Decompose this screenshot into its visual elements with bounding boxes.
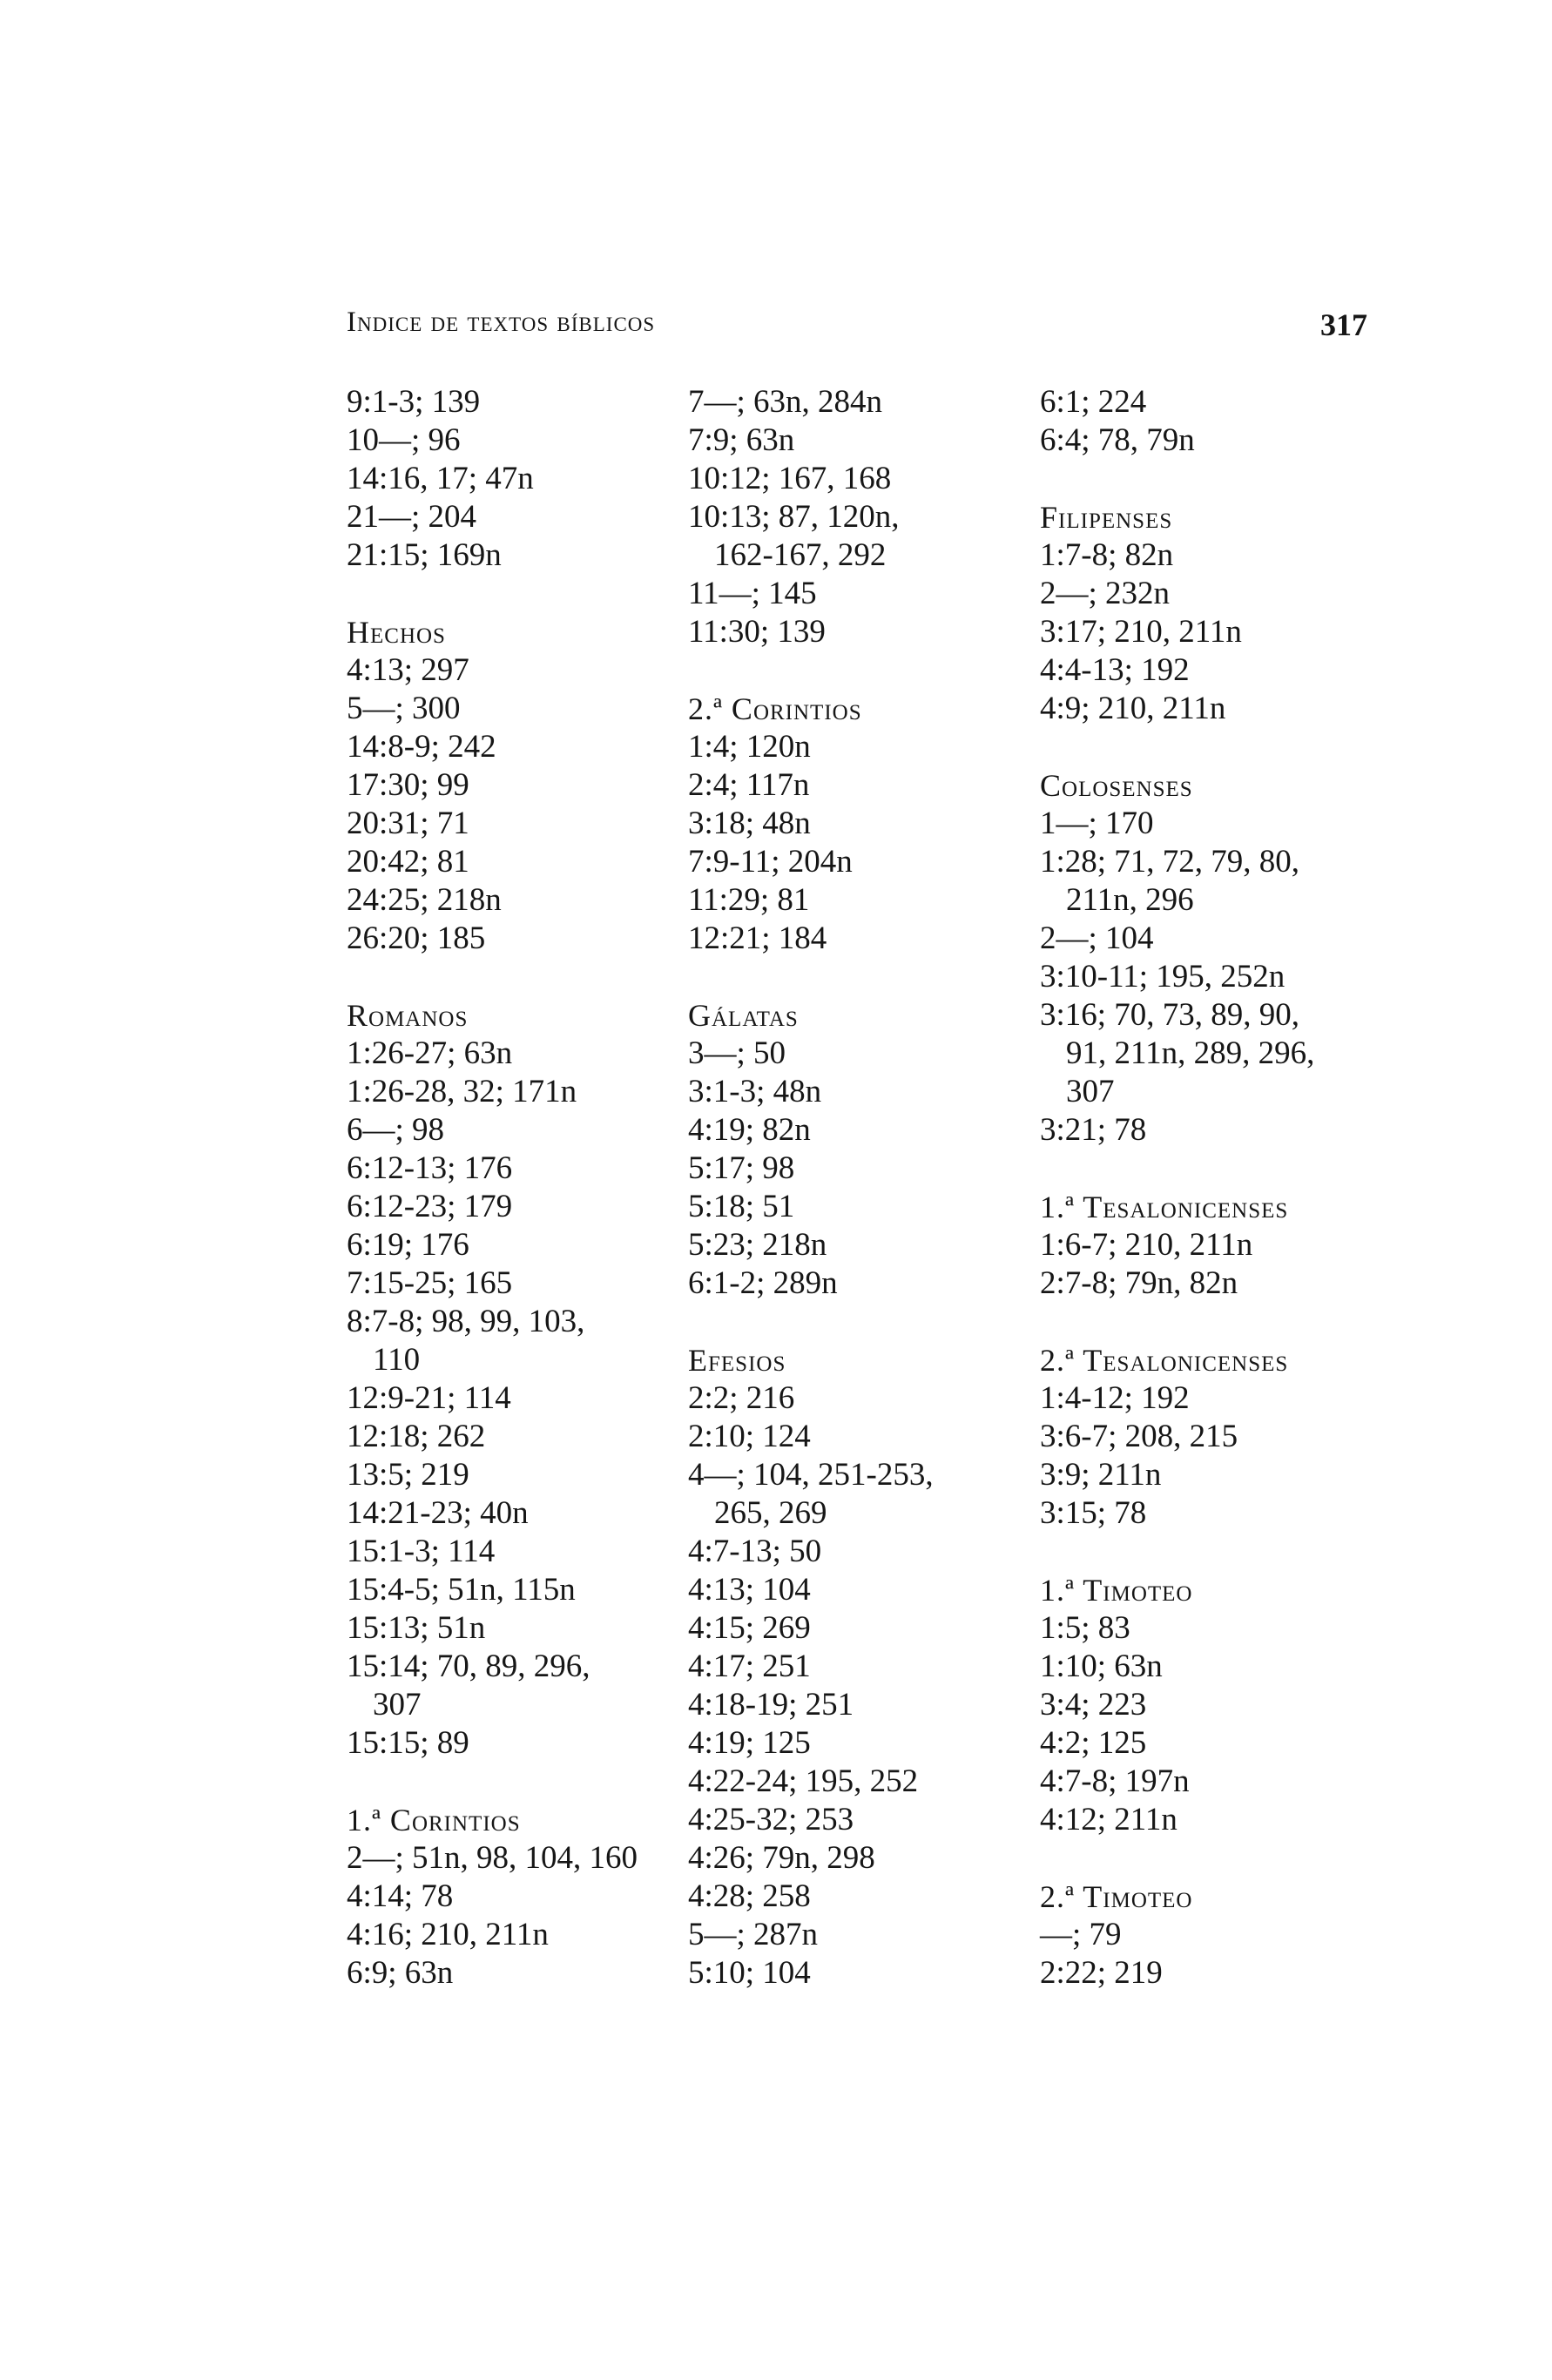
blank-line: [1040, 460, 1388, 498]
index-column-1: [347, 383, 695, 1992]
index-entry: 15:15; 89: [347, 1725, 469, 1761]
index-entry: 9:1-3; 139: [347, 384, 481, 420]
section-heading: 2.ª Timoteo: [1040, 1879, 1193, 1914]
index-entry: 5—; 287n: [688, 1917, 819, 1952]
index-entry: 2:4; 117n: [688, 767, 810, 803]
index-entry: 4:14; 78: [347, 1878, 454, 1914]
index-entry: 14:21-23; 40n: [347, 1495, 529, 1531]
index-entry: 1:10; 63n: [1040, 1648, 1163, 1684]
index-entry: 11:30; 139: [688, 614, 826, 650]
index-entry: 26:20; 185: [347, 920, 486, 956]
section-heading: Gálatas: [688, 998, 799, 1033]
index-entry: 4:7-8; 197n: [1040, 1763, 1190, 1799]
index-entry-continuation: 265, 269: [714, 1495, 827, 1531]
index-entry: 1—; 170: [1040, 806, 1154, 841]
page-header: [347, 307, 1367, 345]
index-entry: 2—; 104: [1040, 920, 1154, 956]
index-entry: 20:42; 81: [347, 844, 469, 880]
index-entry: 7:15-25; 165: [347, 1265, 513, 1301]
index-entry: 6:19; 176: [347, 1227, 469, 1263]
index-entry: 10:13; 87, 120n,: [688, 499, 900, 535]
index-entry: 1:26-27; 63n: [347, 1035, 513, 1071]
index-entry: 4:19; 125: [688, 1725, 811, 1761]
index-entry: 4:25-32; 253: [688, 1802, 854, 1837]
index-entry: 4:2; 125: [1040, 1725, 1147, 1761]
index-entry: 6:9; 63n: [347, 1955, 454, 1991]
index-entry: 3:9; 211n: [1040, 1457, 1162, 1493]
index-entry: 17:30; 99: [347, 767, 469, 803]
index-entry: 6:1-2; 289n: [688, 1265, 838, 1301]
index-entry: 10—; 96: [347, 422, 461, 458]
index-entry-continuation: 307: [373, 1687, 422, 1723]
blank-line: [1040, 1533, 1388, 1571]
index-entry: 7—; 63n, 284n: [688, 384, 883, 420]
index-entry: 1:28; 71, 72, 79, 80,: [1040, 844, 1300, 880]
index-entry: 3:18; 48n: [688, 806, 811, 841]
index-entry: 4:15; 269: [688, 1610, 811, 1646]
index-entry-continuation: 110: [373, 1342, 421, 1378]
index-entry: 7:9; 63n: [688, 422, 795, 458]
index-entry: 2—; 232n: [1040, 576, 1171, 611]
index-entry: 3:17; 210, 211n: [1040, 614, 1242, 650]
index-entry: 4:12; 211n: [1040, 1802, 1177, 1837]
section-heading: Hechos: [347, 615, 446, 650]
index-entry: 4:13; 297: [347, 652, 469, 688]
blank-line: [1040, 1839, 1388, 1878]
index-entry: 15:4-5; 51n, 115n: [347, 1572, 576, 1608]
index-entry: 15:1-3; 114: [347, 1534, 496, 1569]
index-entry: 1:4; 120n: [688, 729, 811, 765]
index-entry: 14:16, 17; 47n: [347, 461, 534, 496]
index-entry: 5:10; 104: [688, 1955, 811, 1991]
index-entry: 3:6-7; 208, 215: [1040, 1419, 1238, 1454]
index-entry: 13:5; 219: [347, 1457, 469, 1493]
index-entry: 24:25; 218n: [347, 882, 502, 918]
section-heading: Romanos: [347, 998, 469, 1033]
index-entry: —; 79: [1040, 1917, 1122, 1952]
section-heading: 1.ª Tesalonicenses: [1040, 1190, 1289, 1224]
section-heading: 1.ª Corintios: [347, 1803, 521, 1837]
index-entry: 4:28; 258: [688, 1878, 811, 1914]
index-entry: 12:9-21; 114: [347, 1380, 511, 1416]
index-entry: 3:21; 78: [1040, 1112, 1147, 1148]
index-entry: 6:12-13; 176: [347, 1150, 513, 1186]
index-entry: 21—; 204: [347, 499, 477, 535]
index-entry: 4:16; 210, 211n: [347, 1917, 549, 1952]
blank-line: [1040, 1303, 1388, 1341]
index-entry: 15:13; 51n: [347, 1610, 486, 1646]
blank-line: [688, 1303, 1036, 1341]
index-entry-continuation: 162-167, 292: [714, 537, 887, 573]
index-entry-continuation: 307: [1066, 1074, 1115, 1109]
index-entry: 6:4; 78, 79n: [1040, 422, 1195, 458]
index-entry: 3:10-11; 195, 252n: [1040, 959, 1285, 994]
section-heading: 1.ª Timoteo: [1040, 1573, 1193, 1608]
index-entry: 11—; 145: [688, 576, 817, 611]
index-entry: 5:17; 98: [688, 1150, 795, 1186]
blank-line: [1040, 728, 1388, 766]
index-entry: 4:9; 210, 211n: [1040, 691, 1226, 726]
section-heading: 2.ª Corintios: [688, 691, 862, 726]
index-entry: 14:8-9; 242: [347, 729, 496, 765]
index-entry: 5—; 300: [347, 691, 461, 726]
index-entry: 4:13; 104: [688, 1572, 811, 1608]
index-entry-continuation: 91, 211n, 289, 296,: [1066, 1035, 1315, 1071]
index-entry: 4:7-13; 50: [688, 1534, 822, 1569]
index-entry: 5:18; 51: [688, 1189, 795, 1224]
index-entry: 20:31; 71: [347, 806, 469, 841]
index-entry: 1:5; 83: [1040, 1610, 1130, 1646]
blank-line: [347, 958, 695, 996]
index-entry-continuation: 211n, 296: [1066, 882, 1194, 918]
index-entry: 2:10; 124: [688, 1419, 811, 1454]
index-entry: 4—; 104, 251-253,: [688, 1457, 934, 1493]
index-entry: 1:4-12; 192: [1040, 1380, 1190, 1416]
index-entry: 10:12; 167, 168: [688, 461, 892, 496]
index-entry: 1:26-28, 32; 171n: [347, 1074, 577, 1109]
index-entry: 1:6-7; 210, 211n: [1040, 1227, 1253, 1263]
blank-line: [347, 575, 695, 613]
index-entry: 12:21; 184: [688, 920, 827, 956]
index-entry: 15:14; 70, 89, 296,: [347, 1648, 590, 1684]
index-entry: 8:7-8; 98, 99, 103,: [347, 1304, 585, 1339]
blank-line: [1040, 1150, 1388, 1188]
index-entry: 11:29; 81: [688, 882, 810, 918]
index-entry: 2:22; 219: [1040, 1955, 1163, 1991]
index-entry: 4:17; 251: [688, 1648, 811, 1684]
blank-line: [688, 958, 1036, 996]
index-entry: 2:2; 216: [688, 1380, 795, 1416]
index-entry: 3:4; 223: [1040, 1687, 1147, 1723]
index-entry: 6:1; 224: [1040, 384, 1147, 420]
index-entry: 21:15; 169n: [347, 537, 502, 573]
section-heading: Colosenses: [1040, 768, 1193, 803]
index-column-3: [1040, 383, 1388, 1992]
index-entry: 6:12-23; 179: [347, 1189, 513, 1224]
index-entry: 4:4-13; 192: [1040, 652, 1190, 688]
index-entry: 4:19; 82n: [688, 1112, 811, 1148]
index-entry: 4:22-24; 195, 252: [688, 1763, 919, 1799]
index-entry: 3—; 50: [688, 1035, 786, 1071]
page-number: 317: [1320, 307, 1367, 342]
index-entry: 2—; 51n, 98, 104, 160: [347, 1840, 638, 1876]
index-entry: 4:18-19; 251: [688, 1687, 854, 1723]
index-entry: 3:16; 70, 73, 89, 90,: [1040, 997, 1300, 1033]
index-entry: 2:7-8; 79n, 82n: [1040, 1265, 1238, 1301]
blank-line: [347, 1763, 695, 1801]
index-entry: 3:15; 78: [1040, 1495, 1147, 1531]
index-entry: 7:9-11; 204n: [688, 844, 853, 880]
blank-line: [688, 651, 1036, 690]
section-heading: Filipenses: [1040, 500, 1173, 535]
index-entry: 12:18; 262: [347, 1419, 486, 1454]
section-heading: Efesios: [688, 1343, 786, 1378]
index-entry: 1:7-8; 82n: [1040, 537, 1174, 573]
running-title: Indice de textos bíblicos: [347, 307, 656, 338]
index-entry: 5:23; 218n: [688, 1227, 827, 1263]
index-entry: 6—; 98: [347, 1112, 445, 1148]
index-entry: 4:26; 79n, 298: [688, 1840, 875, 1876]
index-entry: 3:1-3; 48n: [688, 1074, 822, 1109]
index-column-2: [688, 383, 1036, 1992]
section-heading: 2.ª Tesalonicenses: [1040, 1343, 1289, 1378]
